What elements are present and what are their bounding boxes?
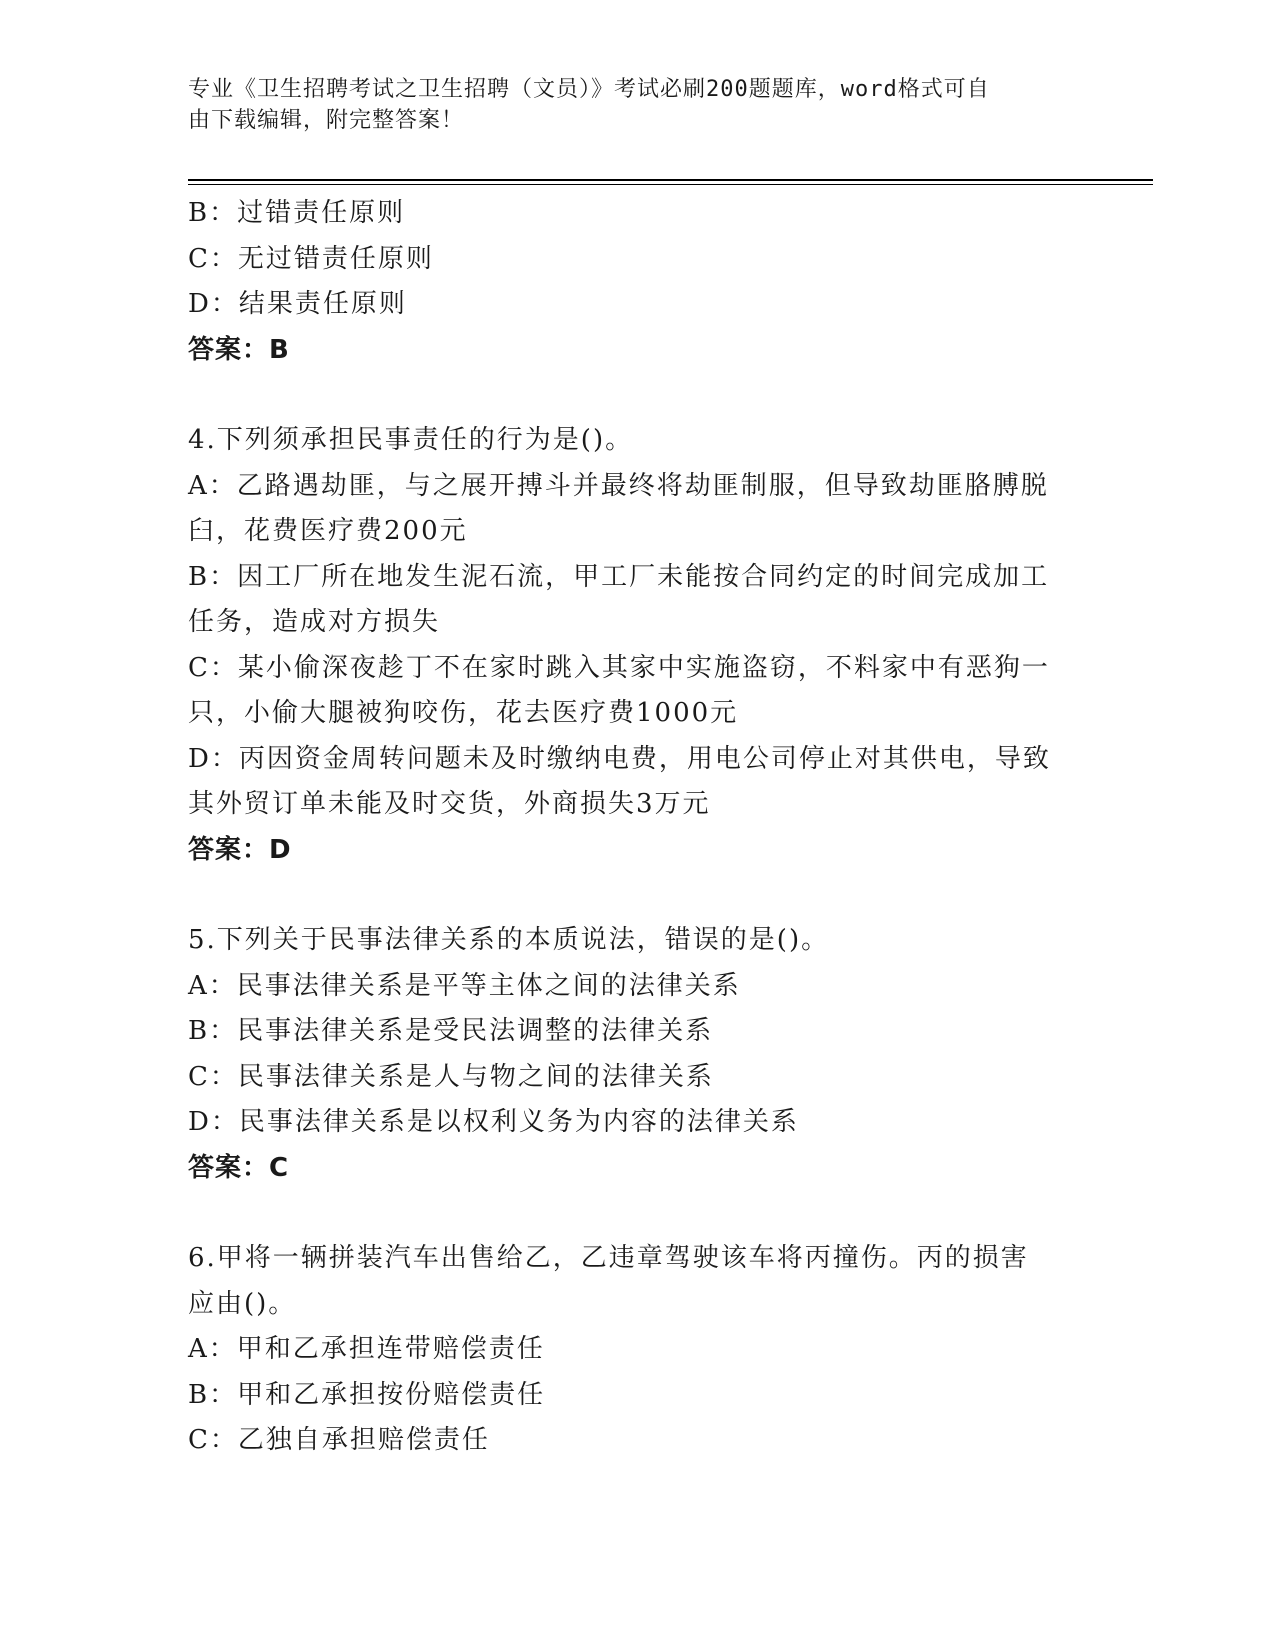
option-b: B：甲和乙承担按份赔偿责任 bbox=[188, 1379, 546, 1410]
spacer bbox=[188, 373, 1088, 418]
question-stem: 4.下列须承担民事责任的行为是()。 bbox=[188, 425, 634, 455]
option-d: D：结果责任原则 bbox=[188, 289, 407, 319]
option-a: A：甲和乙承担连带赔偿责任 bbox=[188, 1334, 545, 1364]
header-line-2: 由下载编辑，附完整答案！ bbox=[188, 108, 465, 133]
option-d-continued: 其外贸订单未能及时交货，外商损失3万元 bbox=[188, 789, 711, 819]
option-a: A：乙路遇劫匪，与之展开搏斗并最终将劫匪制服，但导致劫匪胳膊脱 bbox=[188, 470, 1049, 501]
option-c: C：乙独自承担赔偿责任 bbox=[188, 1425, 490, 1455]
option-d: D：民事法律关系是以权利义务为内容的法律关系 bbox=[188, 1107, 799, 1137]
option-a-continued: 臼，花费医疗费200元 bbox=[188, 516, 468, 546]
option-b: B：民事法律关系是受民法调整的法律关系 bbox=[188, 1016, 714, 1046]
question-stem: 5.下列关于民事法律关系的本质说法，错误的是()。 bbox=[188, 925, 830, 955]
spacer bbox=[188, 873, 1088, 918]
option-a: A：民事法律关系是平等主体之间的法律关系 bbox=[188, 970, 741, 1001]
question-5 bbox=[188, 918, 1088, 1191]
header-divider-thick bbox=[188, 179, 1153, 181]
header-line-1: 专业《卫生招聘考试之卫生招聘（文员）》考试必刷200题题库，word格式可自 bbox=[188, 77, 990, 102]
option-d: D：丙因资金周转问题未及时缴纳电费，用电公司停止对其供电，导致 bbox=[188, 743, 1051, 774]
answer: 答案：C bbox=[188, 1152, 290, 1183]
question-list bbox=[188, 191, 1088, 1464]
option-b: B：过错责任原则 bbox=[188, 198, 406, 228]
question-6 bbox=[188, 1236, 1088, 1464]
option-b-continued: 任务，造成对方损失 bbox=[188, 607, 441, 637]
question-4 bbox=[188, 418, 1088, 873]
question-3-tail bbox=[188, 191, 1088, 373]
answer: 答案：D bbox=[188, 834, 292, 865]
document-header bbox=[188, 74, 1088, 136]
option-c: C：民事法律关系是人与物之间的法律关系 bbox=[188, 1061, 714, 1092]
question-stem: 6.甲将一辆拼装汽车出售给乙，乙违章驾驶该车将丙撞伤。丙的损害 bbox=[188, 1243, 1029, 1273]
question-stem-continued: 应由()。 bbox=[188, 1288, 297, 1319]
spacer bbox=[188, 1191, 1088, 1236]
option-c-continued: 只，小偷大腿被狗咬伤，花去医疗费1000元 bbox=[188, 698, 739, 728]
option-c: C：某小偷深夜趁丁不在家时跳入其家中实施盗窃，不料家中有恶狗一 bbox=[188, 652, 1050, 683]
header-divider-thin bbox=[188, 184, 1153, 185]
option-b: B：因工厂所在地发生泥石流，甲工厂未能按合同约定的时间完成加工 bbox=[188, 561, 1050, 592]
option-c: C：无过错责任原则 bbox=[188, 243, 434, 274]
answer: 答案：B bbox=[188, 334, 290, 365]
